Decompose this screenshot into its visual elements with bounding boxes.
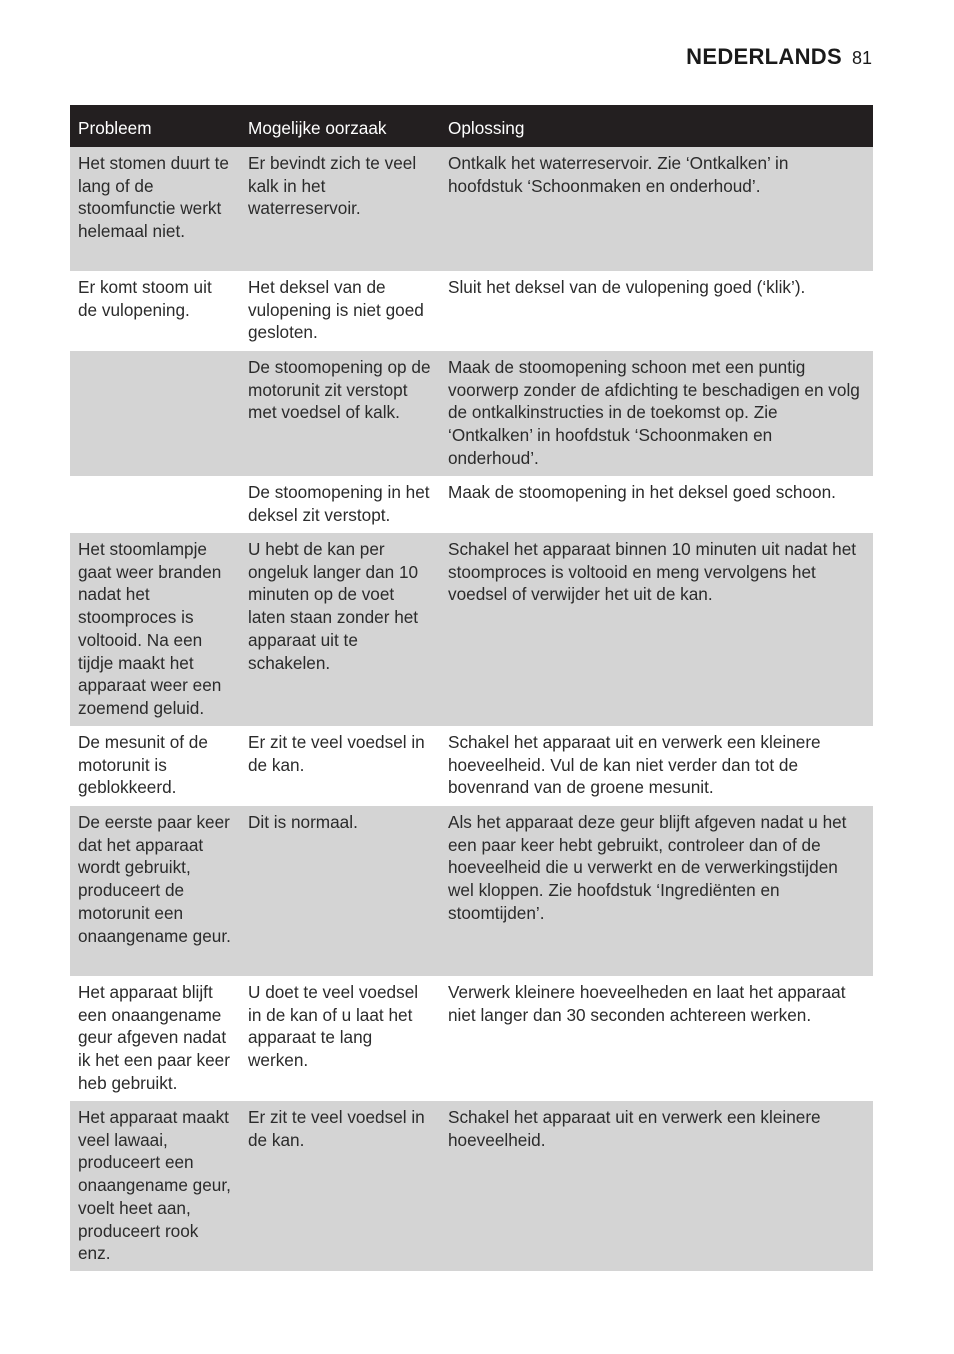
page-number: 81	[851, 48, 872, 68]
cell-solution: Sluit het deksel van de vulopening goed (‘klik’).	[448, 277, 806, 297]
cell-solution: Schakel het apparaat binnen 10 minuten uit nadat het stoomproces is voltooid en meng vervolgens het voedsel of verwijder het uit de kan.	[448, 539, 857, 605]
cell-cause: Het deksel van de vulopening is niet goed gesloten.	[248, 277, 424, 343]
cell-cause: De stoomopening in het deksel zit verstopt.	[248, 482, 430, 525]
table-row	[70, 476, 873, 533]
table-header-row	[70, 105, 873, 147]
cell-solution: Verwerk kleinere hoeveelheden en laat het apparaat niet langer dan 30 seconden achtereen werken.	[448, 982, 846, 1025]
cell-cause: De stoomopening op de motorunit zit verstopt met voedsel of kalk.	[248, 357, 431, 423]
table-row	[70, 147, 873, 271]
language-heading: NEDERLANDS	[686, 44, 842, 69]
cell-cause: Er zit te veel voedsel in de kan.	[248, 1107, 425, 1150]
cell-cause: Er bevindt zich te veel kalk in het waterreservoir.	[248, 153, 417, 219]
table-row	[70, 976, 873, 1101]
cell-cause: U hebt de kan per ongeluk langer dan 10 minuten op de voet laten staan zonder het apparaat uit te schakelen.	[248, 539, 419, 673]
cell-problem	[70, 476, 240, 533]
cell-cause: Er zit te veel voedsel in de kan.	[248, 732, 425, 775]
column-header-problem: Probleem	[78, 118, 152, 138]
cell-problem: Er komt stoom uit de vulopening.	[78, 277, 212, 320]
cell-solution: Als het apparaat deze geur blijft afgeven nadat u het een paar keer hebt gebruikt, controleer dan of de hoeveelheid die u verwerkt en de verwerkingstijden wel kloppen. Zie hoofdstuk ‘Ingrediënten en stoomtijden’.	[448, 812, 847, 923]
cell-solution: Maak de stoomopening in het deksel goed schoon.	[448, 482, 836, 502]
cell-problem: Het stoomlampje gaat weer branden nadat het stoomproces is voltooid. Na een tijdje maakt het apparaat weer een zoemend geluid.	[78, 539, 222, 718]
cell-solution: Ontkalk het waterreservoir. Zie ‘Ontkalken’ in hoofdstuk ‘Schoonmaken en onderhoud’.	[448, 153, 789, 196]
page-header	[686, 44, 872, 70]
table-row	[70, 351, 873, 476]
cell-solution: Schakel het apparaat uit en verwerk een kleinere hoeveelheid. Vul de kan niet verder dan tot de bovenrand van de groene mesunit.	[448, 732, 821, 798]
cell-cause: Dit is normaal.	[248, 812, 358, 832]
cell-cause: U doet te veel voedsel in de kan of u laat het apparaat te lang werken.	[248, 982, 419, 1071]
table-row	[70, 1101, 873, 1271]
table-row	[70, 271, 873, 351]
cell-problem: De eerste paar keer dat het apparaat wordt gebruikt, produceert de motorunit een onaangename geur.	[78, 812, 231, 946]
troubleshooting-table	[70, 105, 873, 1271]
cell-problem: Het apparaat maakt veel lawaai, produceert een onaangename geur, voelt heet aan, produceert rook enz.	[78, 1107, 231, 1264]
table-row	[70, 806, 873, 976]
column-header-solution: Oplossing	[448, 118, 525, 138]
cell-problem: Het apparaat blijft een onaangename geur afgeven nadat ik het een paar keer heb gebruikt.	[78, 982, 230, 1093]
cell-solution: Schakel het apparaat uit en verwerk een kleinere hoeveelheid.	[448, 1107, 821, 1150]
cell-problem: Het stomen duurt te lang of de stoomfunctie werkt helemaal niet.	[78, 153, 229, 242]
cell-problem: De mesunit of de motorunit is geblokkeerd.	[78, 732, 208, 798]
cell-solution: Maak de stoomopening schoon met een puntig voorwerp zonder de afdichting te beschadigen en volg de ontkalkinstructies in de toekomst op. Zie ‘Ontkalken’ in hoofdstuk ‘Schoonmaken en onderhoud’.	[448, 357, 860, 468]
table-row	[70, 533, 873, 726]
table-row	[70, 726, 873, 806]
column-header-cause: Mogelijke oorzaak	[248, 118, 387, 138]
cell-problem	[70, 351, 240, 476]
